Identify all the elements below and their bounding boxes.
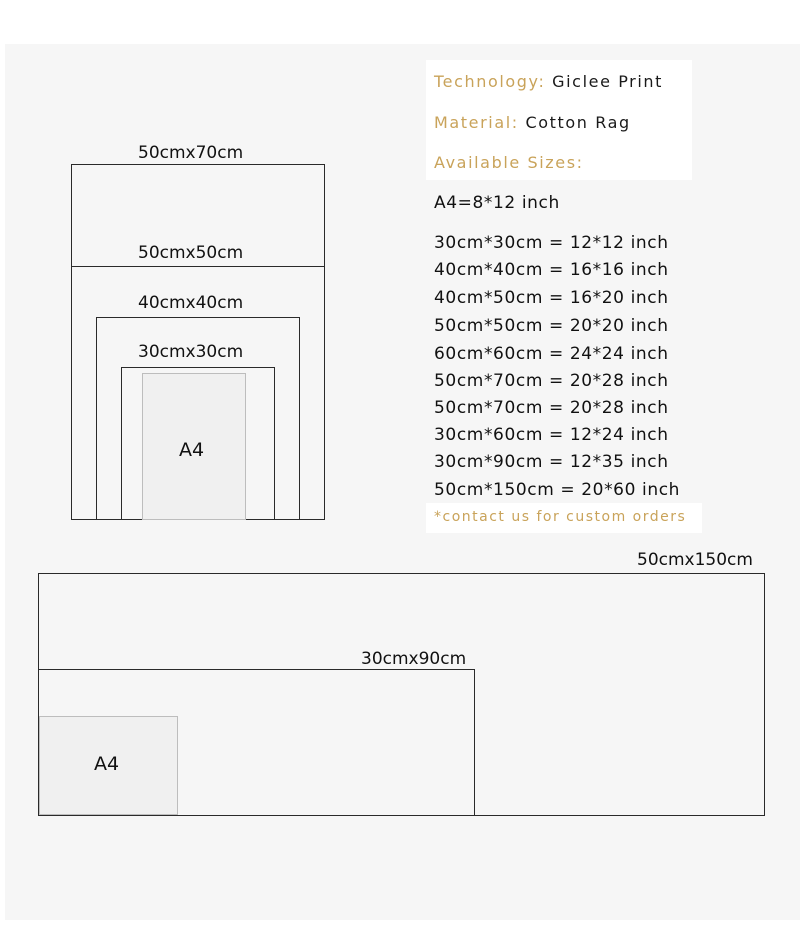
size-item: 50cm*70cm = 20*28 inch (434, 398, 669, 418)
size-a4: A4=8*12 inch (434, 193, 560, 213)
technology-value: Giclee Print (552, 72, 664, 91)
label-30x90: 30cmx90cm (361, 649, 467, 669)
size-item: 60cm*60cm = 24*24 inch (434, 344, 669, 364)
label-50x50: 50cmx50cm (138, 243, 244, 263)
label-a4-top: A4 (179, 439, 205, 461)
size-item: 30cm*30cm = 12*12 inch (434, 233, 669, 253)
size-item: 50cm*50cm = 20*20 inch (434, 316, 669, 336)
material-value: Cotton Rag (525, 113, 631, 132)
label-50x70: 50cmx70cm (138, 143, 244, 163)
spec-material (434, 113, 631, 132)
spec-technology (434, 72, 663, 91)
label-a4-bottom: A4 (94, 753, 120, 775)
material-label: Material: (434, 113, 519, 132)
contact-note-box (426, 503, 702, 533)
contact-note: *contact us for custom orders (434, 509, 687, 525)
size-item: 50cm*150cm = 20*60 inch (434, 480, 681, 500)
technology-label: Technology: (434, 72, 546, 91)
label-30x30: 30cmx30cm (138, 342, 244, 362)
label-50x150: 50cmx150cm (637, 550, 753, 570)
size-item: 40cm*40cm = 16*16 inch (434, 260, 669, 280)
label-40x40: 40cmx40cm (138, 293, 244, 313)
size-item: 40cm*50cm = 16*20 inch (434, 288, 669, 308)
spec-sizes-label: Available Sizes: (434, 153, 584, 172)
spec-box (426, 60, 692, 180)
size-item: 30cm*60cm = 12*24 inch (434, 425, 669, 445)
size-item: 50cm*70cm = 20*28 inch (434, 371, 669, 391)
size-item: 30cm*90cm = 12*35 inch (434, 452, 669, 472)
